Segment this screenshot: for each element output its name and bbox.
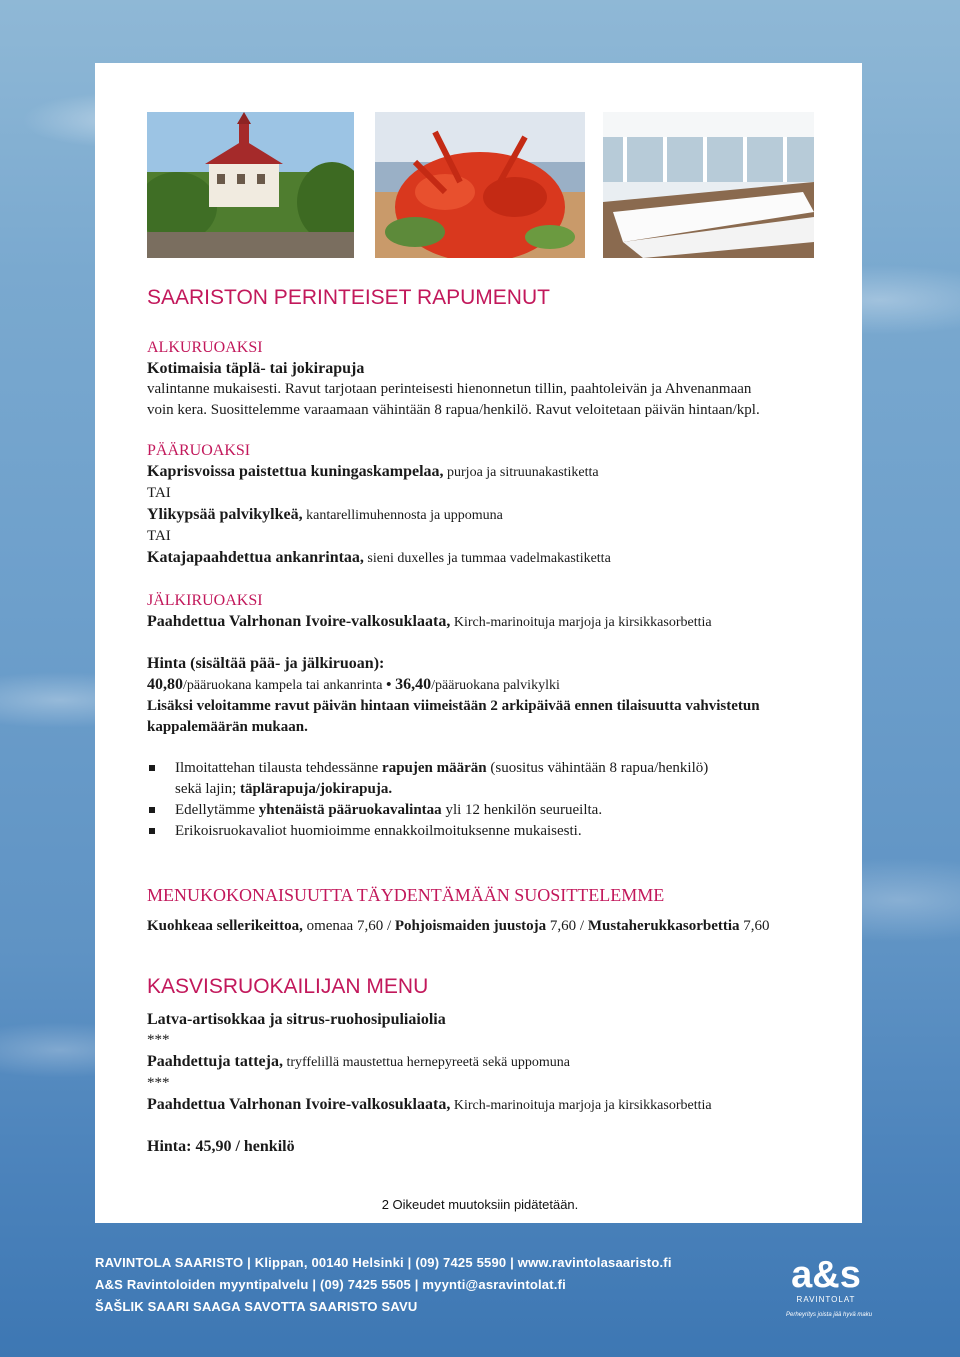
page-title: SAARISTON PERINTEISET RAPUMENUT: [147, 286, 550, 309]
main-option-3: [147, 547, 847, 569]
crayfish-photo: [375, 112, 585, 258]
bullet-icon: [149, 765, 155, 771]
footnote: 2 Oikeudet muutoksiin pidätetään.: [381, 1197, 579, 1212]
dessert-line: [147, 611, 847, 633]
main-option-1-desc: purjoa ja sitruunakastiketta: [443, 465, 599, 480]
list-item: Edellytämme yhtenäistä pääruokavalintaa yli 12 henkilön seurueilta.: [147, 800, 847, 821]
main-option-2-desc: kantarellimuhennosta ja uppomuna: [302, 508, 503, 523]
logo-name: RAVINTOLAT: [796, 1295, 856, 1304]
list-item: Erikoisruokavaliot huomioimme ennakkoilmoituksenne mukaisesti.: [147, 821, 847, 842]
veg-course-1: Latva-artisokkaa ja sitrus-ruohosipuliaiolia: [147, 1011, 446, 1028]
dining-room-photo: [603, 112, 814, 258]
main-option-3-desc: sieni duxelles ja tummaa vadelmakastiketta: [363, 551, 611, 566]
veg-course-2: Paahdettuja tatteja, tryffelillä maustettua hernepyreetä sekä uppomuna: [147, 1053, 570, 1070]
price-line: [147, 674, 847, 696]
villa-photo: [147, 112, 354, 258]
footer-line-2: A&S Ravintoloiden myyntipalvelu | (09) 7425 5505 | myynti@asravintolat.fi: [95, 1277, 566, 1292]
price-1-desc: /pääruokana kampela tai ankanrinta: [183, 678, 383, 693]
menu-content: [147, 282, 847, 1157]
bullet-icon: [149, 828, 155, 834]
main-option-2: [147, 504, 847, 526]
price-heading: Hinta (sisältää pää- ja jälkiruoan):: [147, 655, 385, 672]
main-option-1: [147, 461, 847, 483]
or-1: TAI: [147, 485, 171, 501]
as-logo: [786, 1254, 873, 1325]
main-option-1-name: Kaprisvoissa paistettua kuningaskampelaa,: [147, 463, 444, 480]
logo-tagline: Perheyritys joista jää hyvä maku: [786, 1312, 873, 1318]
bullet-icon: [149, 807, 155, 813]
main-option-3-name: Katajapaahdettua ankanrintaa,: [147, 549, 364, 566]
starter-desc-2: voin kera. Suosittelemme varaamaan vähintään 8 rapua/henkilö. Ravut veloitetaan päivän hintaan/kpl.: [147, 402, 760, 418]
list-item: Ilmoitattehan tilausta tehdessänne rapujen määrän (suositus vähintään 8 rapua/henkilö) sekä lajin; täplärapuja/jokirapuja.: [147, 758, 847, 800]
or-2: TAI: [147, 528, 171, 544]
footer-line-1: RAVINTOLA SAARISTO | Klippan, 00140 Helsinki | (09) 7425 5590 | www.ravintolasaaristo.fi: [95, 1255, 672, 1270]
price-extra: Lisäksi veloitamme ravut päivän hintaan viimeistään 2 arkipäivää ennen tilaisuutta vahvistetun: [147, 698, 760, 714]
complement-line: Kuohkeaa sellerikeittoa, omenaa 7,60 / Pohjoismaiden juustoja 7,60 / Mustaherukkasorbettia 7,60: [147, 918, 770, 934]
price-separator: •: [382, 677, 396, 693]
main-heading: PÄÄRUOAKSI: [147, 442, 251, 459]
price-2: 36,40: [395, 676, 432, 693]
dessert-name: Paahdettua Valrhonan Ivoire-valkosuklaata,: [147, 613, 451, 630]
price-extra-2: kappalemäärän mukaan.: [147, 719, 308, 735]
veg-separator-1: ***: [147, 1032, 170, 1048]
veg-price: Hinta: 45,90 / henkilö: [147, 1138, 295, 1155]
logo-mark: a&s: [791, 1254, 861, 1296]
main-option-2-name: Ylikypsää palvikylkeä,: [147, 506, 303, 523]
starter-name: Kotimaisia täplä- tai jokirapuja: [147, 360, 365, 377]
dessert-desc: Kirch-marinoituja marjoja ja kirsikkasorbettia: [450, 615, 712, 630]
price-2-desc: /pääruokana palvikylki: [431, 678, 560, 693]
veg-title: KASVISRUOKAILIJAN MENU: [147, 975, 429, 998]
veg-separator-2: ***: [147, 1075, 170, 1091]
notes-list: [147, 758, 847, 842]
price-1: 40,80: [147, 676, 183, 693]
starter-desc-1: valintanne mukaisesti. Ravut tarjotaan perinteisesti hienonnetun tillin, paahtoleivän ja Ahvenanmaan: [147, 381, 752, 397]
starter-heading: ALKURUOAKSI: [147, 339, 263, 356]
complement-heading: MENUKOKONAISUUTTA TÄYDENTÄMÄÄN SUOSITTELEMME: [147, 885, 665, 905]
dessert-heading: JÄLKIRUOAKSI: [147, 592, 263, 609]
footer-line-3: ŠAŠLIK SAARI SAAGA SAVOTTA SAARISTO SAVU: [95, 1299, 418, 1314]
veg-course-3: Paahdettua Valrhonan Ivoire-valkosuklaata, Kirch-marinoituja marjoja ja kirsikkasorbettia: [147, 1096, 712, 1113]
